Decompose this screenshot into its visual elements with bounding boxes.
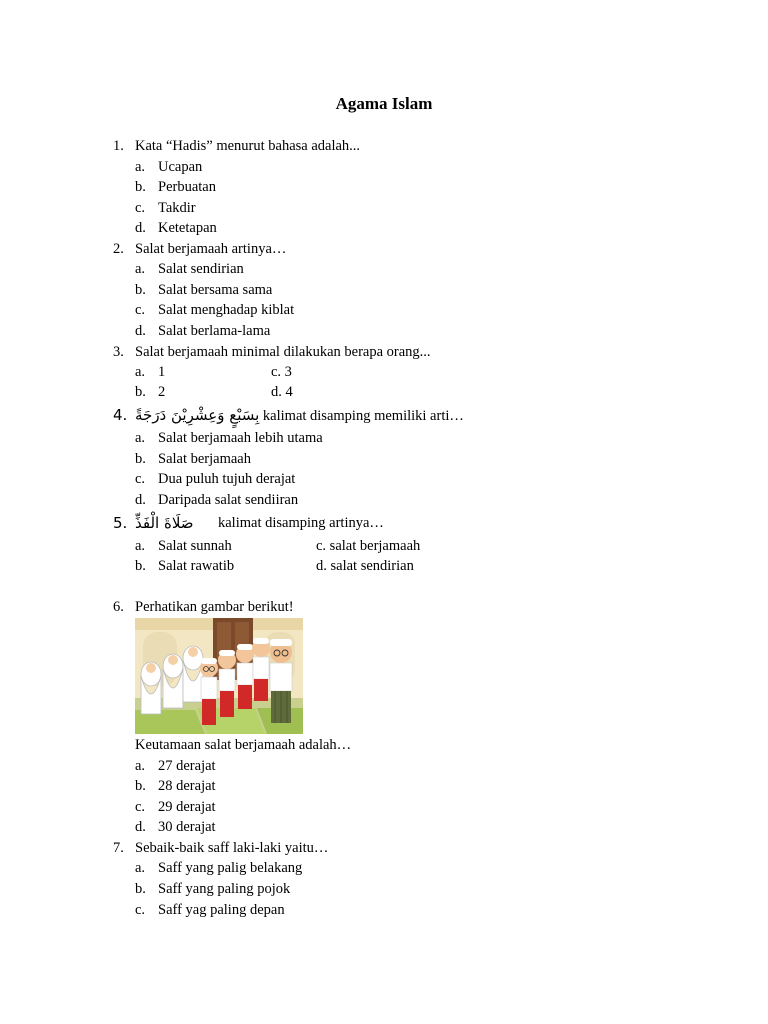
option-text: Salat berjamaah	[158, 451, 251, 467]
option-text: Saff yang paling pojok	[158, 881, 291, 897]
option-letter: d.	[135, 220, 146, 236]
option-text: 28 derajat	[158, 778, 216, 794]
question-text: Salat berjamaah minimal dilakukan berapa orang...	[135, 344, 431, 360]
option-text: Salat sunnah	[158, 538, 232, 554]
option-text: Salat sendirian	[158, 261, 244, 277]
question-text-latin: kalimat disamping memiliki arti…	[259, 408, 464, 424]
option-letter: d.	[135, 492, 146, 508]
option-text: Ucapan	[158, 159, 203, 175]
congregational-prayer-illustration	[135, 618, 303, 734]
option-text-right: c. 3	[271, 364, 292, 380]
option-text: 1	[158, 364, 166, 380]
arabic-phrase: بِسَبْعٍ وَعِشْرِيْنَ دَرَجَةً	[135, 406, 260, 424]
option-letter: a.	[135, 860, 146, 876]
option-text: Saff yang palig belakang	[158, 860, 303, 876]
option-letter: b.	[135, 451, 146, 467]
question-text: Kata “Hadis” menurut bahasa adalah...	[135, 138, 361, 154]
option-text: 27 derajat	[158, 758, 216, 774]
option-text: Ketetapan	[158, 220, 217, 236]
option-text: 2	[158, 384, 166, 400]
option-letter: b.	[135, 282, 146, 298]
option-letter: a.	[135, 430, 146, 446]
option-text-right: c. salat berjamaah	[316, 538, 421, 554]
option-letter: a.	[135, 538, 146, 554]
question-text-latin: kalimat disamping artinya…	[218, 515, 384, 531]
option-letter: a.	[135, 159, 146, 175]
page-title: Agama Islam	[335, 94, 433, 113]
option-text: Dua puluh tujuh derajat	[158, 471, 296, 487]
question-number: 1.	[113, 138, 124, 154]
option-text: Saff yag paling depan	[158, 902, 285, 918]
option-letter: b.	[135, 558, 146, 574]
option-letter: a.	[135, 758, 146, 774]
option-letter: b.	[135, 778, 146, 794]
question-text	[135, 514, 384, 533]
question-number: 6.	[113, 599, 124, 615]
option-text: Salat menghadap kiblat	[158, 302, 295, 318]
question-text	[135, 406, 464, 425]
question-text: Salat berjamaah artinya…	[135, 241, 287, 257]
arabic-phrase: صَلَاةَ الْفَذِّ	[135, 514, 194, 532]
option-text-right: d. salat sendirian	[316, 558, 414, 574]
option-letter: b.	[135, 179, 146, 195]
option-letter: c.	[135, 799, 146, 815]
option-letter: c.	[135, 902, 146, 918]
option-text: Salat berjamaah lebih utama	[158, 430, 323, 446]
question-text: Perhatikan gambar berikut!	[135, 599, 294, 615]
option-text-right: d. 4	[271, 384, 293, 400]
option-text: 30 derajat	[158, 819, 216, 835]
question-number: 7.	[113, 840, 124, 856]
option-letter: c.	[135, 471, 146, 487]
option-letter: c.	[135, 302, 146, 318]
option-letter: a.	[135, 364, 146, 380]
option-letter: d.	[135, 323, 146, 339]
option-text: Salat bersama sama	[158, 282, 273, 298]
question-number: 5.	[113, 514, 128, 532]
option-letter: c.	[135, 200, 146, 216]
question-text: Sebaik-baik saff laki-laki yaitu…	[135, 840, 329, 856]
question-number: 2.	[113, 241, 124, 257]
option-text: Takdir	[158, 200, 196, 216]
option-letter: a.	[135, 261, 146, 277]
option-text: Salat rawatib	[158, 558, 235, 574]
question-followup-text: Keutamaan salat berjamaah adalah…	[135, 737, 352, 753]
option-text: Perbuatan	[158, 179, 216, 195]
option-text: 29 derajat	[158, 799, 216, 815]
option-letter: b.	[135, 881, 146, 897]
question-number: 4.	[113, 406, 128, 424]
option-letter: b.	[135, 384, 146, 400]
option-letter: d.	[135, 819, 146, 835]
option-text: Daripada salat sendiiran	[158, 492, 299, 508]
option-text: Salat berlama-lama	[158, 323, 271, 339]
question-number: 3.	[113, 344, 124, 360]
